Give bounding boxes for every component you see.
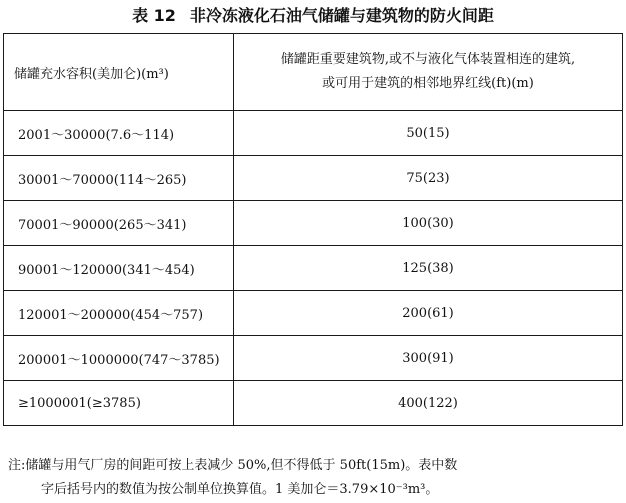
volume-cell: 90001～120000(341～454) (4, 246, 234, 291)
volume-cell: 30001～70000(114～265) (4, 156, 234, 201)
table-row (4, 336, 623, 381)
volume-cell: 2001～30000(7.6～114) (4, 111, 234, 156)
table-caption (0, 4, 626, 28)
distance-cell: 300(91) (234, 336, 623, 381)
header-distance (234, 34, 623, 111)
table-row (4, 111, 623, 156)
distance-cell: 75(23) (234, 156, 623, 201)
volume-cell: 70001～90000(265～341) (4, 201, 234, 246)
header-distance-line1: 储罐距重要建筑物,或不与液化气体装置相连的建筑, (280, 52, 576, 67)
table-row (4, 381, 623, 426)
distance-cell: 400(122) (234, 381, 623, 426)
table-number: 表 12 (132, 6, 176, 25)
table-row (4, 291, 623, 336)
distance-cell: 200(61) (234, 291, 623, 336)
volume-cell: 120001～200000(454～757) (4, 291, 234, 336)
table-row (4, 246, 623, 291)
header-volume: 储罐充水容积(美加仑)(m³) (4, 34, 234, 111)
table-header-row (4, 34, 623, 111)
footnote-line1: 注:储罐与用气厂房的间距可按上表减少 50%,但不得低于 50ft(15m)。表中数 (8, 458, 458, 473)
distance-cell: 100(30) (234, 201, 623, 246)
distance-cell: 125(38) (234, 246, 623, 291)
table-row (4, 156, 623, 201)
distance-cell: 50(15) (234, 111, 623, 156)
footnote-line2: 字后括号内的数值为按公制单位换算值。1 美加仑＝3.79×10⁻³m³。 (41, 482, 439, 497)
header-distance-line2: 或可用于建筑的相邻地界红线(ft)(m) (322, 76, 534, 91)
table-footnote (8, 454, 620, 502)
table-title: 非冷冻液化石油气储罐与建筑物的防火间距 (189, 6, 494, 25)
fire-distance-table (3, 33, 623, 426)
volume-cell: 200001～1000000(747～3785) (4, 336, 234, 381)
volume-cell: ≥1000001(≥3785) (4, 381, 234, 426)
table-row (4, 201, 623, 246)
